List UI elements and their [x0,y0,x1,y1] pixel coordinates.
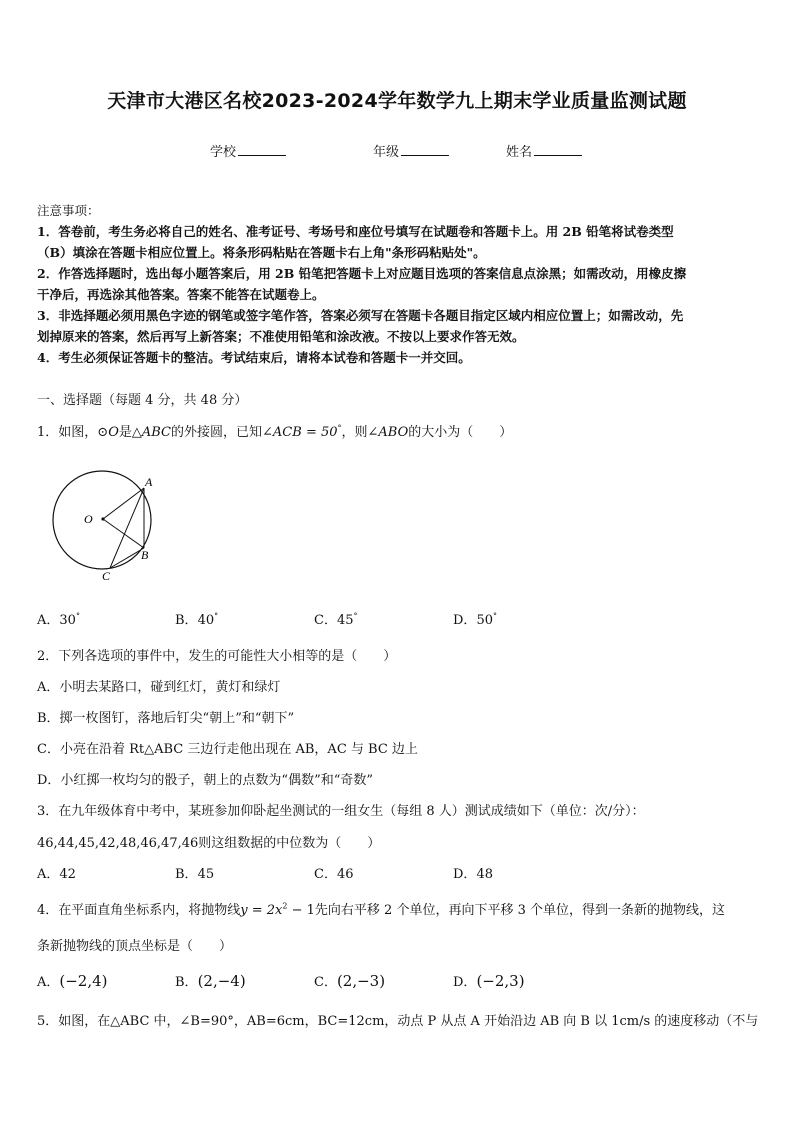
option-value: 45 [197,867,215,882]
q4-option-b [175,971,246,990]
grade-field [373,141,449,160]
q1-part: ，则 [341,425,368,440]
option-label: D． [453,867,477,882]
q4-exponent: 2 [282,901,288,911]
note-line: 3．非选择题必须用黑色字迹的钢笔或签字笔作答，答案必须写在答题卡各题目指定区域内相应位置上；如需改动，先 [37,308,684,323]
notes-heading: 注意事项： [37,203,100,218]
segment-bc [110,548,144,568]
school-blank [238,143,286,156]
q3-option-b [175,863,214,882]
degree-sign: ° [337,423,342,433]
q2-option-d: D．小红掷一枚均匀的骰子，朝上的点数为“偶数”和“奇数” [37,773,374,788]
q1-part: 是 [118,425,132,440]
option-label: A． [37,613,60,628]
q4-option-a [37,971,108,990]
question-2-text: 2．下列各选项的事件中，发生的可能性大小相等的是（ ） [37,649,397,664]
q1-option-c [314,609,358,628]
option-value: 46 [336,867,354,882]
q1-angle: ∠ACB = 50 [262,425,338,440]
option-value: (2,−4) [197,972,246,990]
question-3-text: 3．在九年级体育中考中，某班参加仰卧起坐测试的一组女生（每组 8 人）测试成绩如下（单位：次/分）： [37,804,645,819]
option-label: C． [314,613,337,628]
q1-triangle: △ABC [131,425,172,440]
page-title: 天津市大港区名校2023-2024学年数学九上期末学业质量监测试题 [107,90,687,112]
q4-option-d [453,971,525,990]
name-label: 姓名 [506,145,533,160]
q2-option-c: C．小亮在沿着 Rt△ABC 三边行走他出现在 AB，AC 与 BC 边上 [37,742,418,757]
option-value: (2,−3) [336,972,386,990]
q1-o: O [108,425,119,440]
option-label: C． [314,867,337,882]
option-label: D． [453,613,477,628]
q3-option-a [37,863,76,882]
question-1-text [37,421,512,440]
option-label: B． [175,975,198,990]
q2-option-b: B．掷一枚图钉，落地后钉尖“朝上”和“朝下” [37,711,295,726]
q1-part: 的大小为（ ） [408,425,513,440]
q4-formula: y = 2x [240,903,283,918]
q1-option-b [175,609,218,628]
question-4-text-2: 条新抛物线的顶点坐标是（ ） [37,939,233,954]
segment-ob [103,519,144,548]
option-value: 40 [197,613,215,628]
option-label: D． [453,975,477,990]
option-value: (−2,4) [59,972,108,990]
note-line: 干净后，再选涂其他答案。答案不能答在试题卷上。 [37,287,325,302]
option-value: 42 [59,867,76,882]
option-value: 48 [476,867,493,882]
note-line: 1．答卷前，考生务必将自己的姓名、准考证号、考场号和座位号填写在试题卷和答题卡上。用 2B 铅笔将试卷类型 [37,224,674,239]
option-value: (−2,3) [476,972,525,990]
option-label: A． [37,867,60,882]
label-c: C [102,569,111,583]
school-label: 学校 [210,145,237,160]
option-label: B． [175,867,198,882]
q1-angle2: ∠ABO [367,425,409,440]
q1-option-d [453,609,497,628]
q3-option-d [453,863,493,882]
option-value: 30 [59,613,76,628]
q4-part: 先向右平移 2 个单位，再向下平移 3 个单位，得到一条新的抛物线，这 [314,903,725,918]
q4-part: 4．在平面直角坐标系内，将抛物线 [37,903,241,918]
q1-part: 的外接圆，已知 [171,425,263,440]
degree-sign: ° [492,611,497,621]
circle-symbol: ⊙ [97,425,109,440]
circle-figure [45,468,165,586]
grade-blank [401,143,449,156]
name-blank [534,143,582,156]
option-value: 50 [476,613,493,628]
note-line: 划掉原来的答案，然后再写上新答案；不准使用铅笔和涂改液。不按以上要求作答无效。 [37,329,525,344]
school-field [210,141,286,160]
q1-part: 1．如图， [37,425,98,440]
degree-sign: ° [75,611,80,621]
question-3-data: 46,44,45,42,48,46,47,46则这组数据的中位数为（ ） [37,836,381,851]
degree-sign: ° [214,611,219,621]
grade-label: 年级 [373,145,400,160]
section-heading: 一、选择题（每题 4 分，共 48 分） [37,393,248,408]
note-line: （B）填涂在答题卡相应位置上。将条形码粘贴在答题卡右上角"条形码粘贴处"。 [37,245,486,260]
label-o: O [84,512,93,526]
label-b: B [141,548,149,562]
name-field [506,141,582,160]
option-label: C． [314,975,337,990]
note-line: 4．考生必须保证答题卡的整洁。考试结束后，请将本试卷和答题卡一并交回。 [37,350,471,365]
notes-block [37,200,757,368]
option-label: A． [37,975,60,990]
question-4-text [37,899,725,918]
option-value: 45 [336,613,354,628]
question-5-text: 5．如图，在△ABC 中，∠B=90°，AB=6cm，BC=12cm，动点 P 从点 A 开始沿边 AB 向 B 以 1cm/s 的速度移动（不与 [37,1014,759,1029]
degree-sign: ° [353,611,358,621]
q1-option-a [37,609,80,628]
q2-option-a: A．小明去某路口，碰到红灯，黄灯和绿灯 [37,680,281,695]
q4-formula-tail: − 1 [287,903,315,918]
q3-option-c [314,863,354,882]
q4-option-c [314,971,385,990]
note-line: 2．作答选择题时，选出每小题答案后，用 2B 铅笔把答题卡上对应题目选项的答案信息点涂黑；如需改动，用橡皮擦 [37,266,687,281]
option-label: B． [175,613,198,628]
label-a: A [145,475,153,489]
